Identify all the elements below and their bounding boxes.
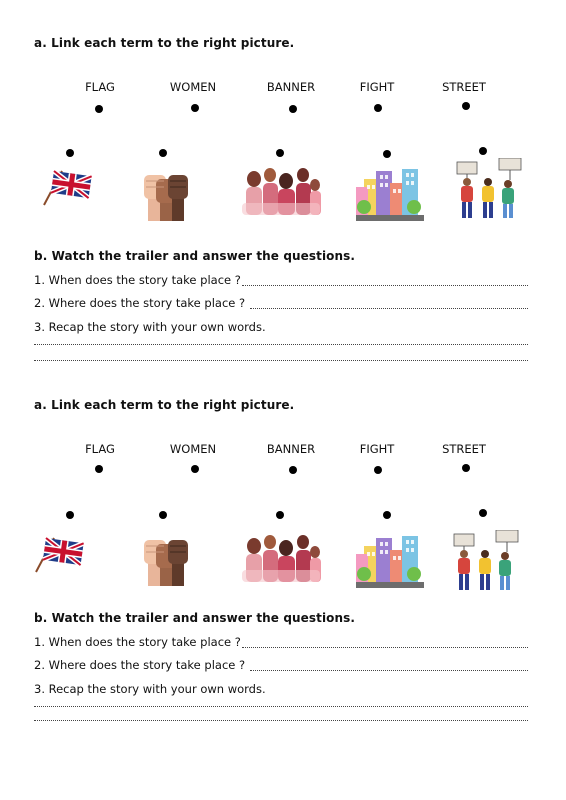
part-b-heading: b. Watch the trailer and answer the questions. bbox=[34, 611, 356, 625]
part-a-heading: a. Link each term to the right picture. bbox=[34, 36, 295, 50]
term-street: STREET bbox=[442, 80, 486, 94]
picture-dot-street[interactable] bbox=[479, 147, 487, 155]
picture-dot-flag[interactable] bbox=[66, 511, 74, 519]
answer-line-1[interactable] bbox=[242, 285, 528, 286]
term-dot-street[interactable] bbox=[462, 464, 470, 472]
picture-dot-street[interactable] bbox=[479, 509, 487, 517]
answer-line-1[interactable] bbox=[242, 647, 528, 648]
term-fight: FIGHT bbox=[359, 442, 395, 456]
raised-fists-icon bbox=[142, 165, 192, 223]
term-flag: FLAG bbox=[85, 442, 115, 456]
term-dot-flag[interactable] bbox=[95, 105, 103, 113]
answer-line-2[interactable] bbox=[250, 308, 528, 309]
question-2: 2. Where does the story take place ? bbox=[34, 296, 246, 310]
term-women: WOMEN bbox=[169, 442, 217, 456]
question-1: 1. When does the story take place ? bbox=[34, 273, 241, 287]
term-banner: BANNER bbox=[266, 442, 316, 456]
question-2: 2. Where does the story take place ? bbox=[34, 658, 246, 672]
term-dot-banner[interactable] bbox=[289, 466, 297, 474]
term-dot-flag[interactable] bbox=[95, 465, 103, 473]
answer-line-3a[interactable] bbox=[34, 706, 528, 707]
picture-dot-women[interactable] bbox=[159, 511, 167, 519]
part-a-heading: a. Link each term to the right picture. bbox=[34, 398, 295, 412]
term-dot-banner[interactable] bbox=[289, 105, 297, 113]
picture-dot-banner[interactable] bbox=[276, 149, 284, 157]
term-dot-women[interactable] bbox=[191, 465, 199, 473]
term-flag: FLAG bbox=[85, 80, 115, 94]
uk-flag-icon bbox=[32, 532, 88, 574]
term-banner: BANNER bbox=[266, 80, 316, 94]
question-3: 3. Recap the story with your own words. bbox=[34, 320, 266, 334]
women-group-icon bbox=[240, 532, 322, 584]
women-group-icon bbox=[240, 165, 322, 217]
term-women: WOMEN bbox=[169, 80, 217, 94]
picture-dot-banner[interactable] bbox=[276, 511, 284, 519]
picture-dot-fight[interactable] bbox=[383, 150, 391, 158]
part-b-heading: b. Watch the trailer and answer the questions. bbox=[34, 249, 356, 263]
answer-line-3b[interactable] bbox=[34, 720, 528, 721]
city-street-icon bbox=[356, 532, 424, 588]
protesters-with-banners-icon bbox=[455, 158, 523, 222]
picture-dot-women[interactable] bbox=[159, 149, 167, 157]
answer-line-2[interactable] bbox=[250, 670, 528, 671]
uk-flag-icon bbox=[40, 165, 96, 207]
question-1: 1. When does the story take place ? bbox=[34, 635, 241, 649]
term-street: STREET bbox=[442, 442, 486, 456]
question-3: 3. Recap the story with your own words. bbox=[34, 682, 266, 696]
term-dot-fight[interactable] bbox=[374, 466, 382, 474]
raised-fists-icon bbox=[142, 530, 192, 588]
city-street-icon bbox=[356, 165, 424, 221]
term-dot-fight[interactable] bbox=[374, 104, 382, 112]
answer-line-3b[interactable] bbox=[34, 360, 528, 361]
term-dot-street[interactable] bbox=[462, 102, 470, 110]
term-dot-women[interactable] bbox=[191, 104, 199, 112]
answer-line-3a[interactable] bbox=[34, 344, 528, 345]
picture-dot-fight[interactable] bbox=[383, 511, 391, 519]
protesters-with-banners-icon bbox=[452, 530, 520, 594]
term-fight: FIGHT bbox=[359, 80, 395, 94]
exercise-section-1 bbox=[0, 0, 566, 362]
exercise-section-2 bbox=[0, 362, 566, 724]
picture-dot-flag[interactable] bbox=[66, 149, 74, 157]
